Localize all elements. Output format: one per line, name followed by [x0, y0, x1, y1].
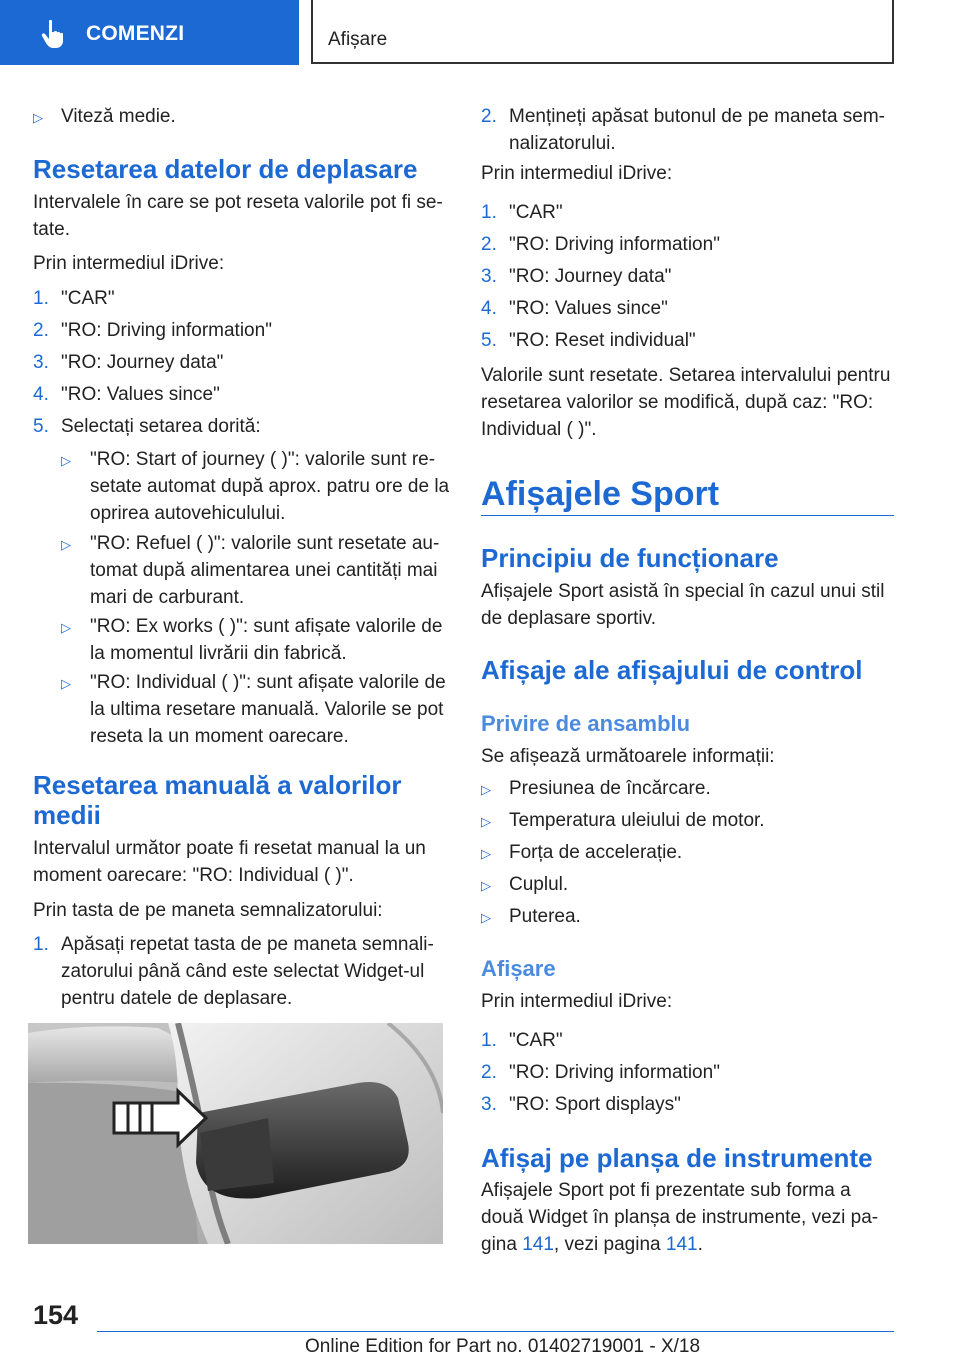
- paragraph-line: gina 141, vezi pagina 141.: [481, 1234, 703, 1255]
- heading-afisaje-control: Afișaje ale afișajului de control: [481, 655, 863, 685]
- sub-bullet-item: ▷ "RO: Refuel ( )": valorile sunt resetate au‐ tomat după alimentarea unei cantități mai mari de carburant.: [61, 533, 440, 608]
- list-item: 1. "CAR": [481, 202, 563, 223]
- paragraph-line: Individual ( )".: [481, 419, 597, 440]
- triangle-right-icon: ▷: [61, 537, 71, 552]
- footer-divider: [97, 1331, 894, 1332]
- paragraph-line: Prin intermediul iDrive:: [481, 163, 673, 184]
- paragraph-line: Prin intermediul iDrive:: [481, 991, 673, 1012]
- triangle-right-icon: ▷: [61, 676, 71, 691]
- paragraph-line: Afișajele Sport pot fi prezentate sub forma a: [481, 1180, 851, 1201]
- list-item: 3. "RO: Journey data": [481, 266, 672, 287]
- paragraph-line: Intervalele în care se pot reseta valorile pot fi se‐: [33, 192, 443, 213]
- paragraph-line: resetarea valorilor se modifică, după caz: "RO:: [481, 392, 874, 413]
- list-item: 2. Mențineți apăsat butonul de pe maneta sem‐ nalizatorului.: [481, 106, 886, 154]
- triangle-right-icon: ▷: [481, 814, 491, 829]
- page-number: 154: [33, 1300, 79, 1330]
- list-item: 2. "RO: Driving information": [33, 320, 272, 341]
- page-link-141[interactable]: 141: [522, 1234, 554, 1255]
- heading-privire: Privire de ansamblu: [481, 711, 691, 736]
- bullet-item: ▷ Temperatura uleiului de motor.: [481, 807, 765, 834]
- list-item: 3. "RO: Journey data": [33, 352, 224, 373]
- heading-afisare: Afișare: [481, 956, 556, 981]
- triangle-right-icon: ▷: [33, 110, 43, 125]
- triangle-right-icon: ▷: [61, 620, 71, 635]
- list-item: 2. "RO: Driving information": [481, 1062, 720, 1083]
- sub-bullet-item: ▷ "RO: Ex works ( )": sunt afișate valorile de la momentul livrării din fabrică.: [61, 616, 443, 664]
- list-item: 5. "RO: Reset individual": [481, 330, 696, 351]
- list-item: 5. Selectați setarea dorită:: [33, 416, 261, 437]
- page-section-title: Afișare: [328, 29, 388, 50]
- lever-illustration: [28, 1023, 443, 1244]
- heading-divider: [481, 515, 894, 516]
- bullet-item: ▷ Puterea.: [481, 903, 581, 930]
- section-tab-label: COMENZI: [86, 22, 185, 45]
- triangle-right-icon: ▷: [481, 782, 491, 797]
- sub-bullet-item: ▷ "RO: Individual ( )": sunt afișate valorile de la ultima resetare manuală. Valorile se pot reseta la un moment oarecare.: [61, 672, 446, 747]
- paragraph-line: moment oarecare: "RO: Individual ( )".: [33, 865, 354, 886]
- paragraph-line: Valorile sunt resetate. Setarea intervalului pentru: [481, 365, 891, 386]
- hand-pointer-icon: [40, 19, 68, 49]
- heading-principiu: Principiu de funcționare: [481, 543, 779, 573]
- list-item: 1. "CAR": [33, 288, 115, 309]
- heading-resetarea-datelor: Resetarea datelor de deplasare: [33, 154, 418, 184]
- paragraph-line: două Widget în planșa de instrumente, vezi pa‐: [481, 1207, 879, 1228]
- heading-resetarea-manuala-line2: medii: [33, 800, 101, 830]
- paragraph-line: tate.: [33, 219, 70, 240]
- triangle-right-icon: ▷: [481, 846, 491, 861]
- paragraph-line: Prin tasta de pe maneta semnalizatorului:: [33, 900, 383, 921]
- paragraph-line: Afișajele Sport asistă în special în cazul unui stil: [481, 581, 885, 602]
- paragraph-line: Intervalul următor poate fi resetat manual la un: [33, 838, 426, 859]
- turn-signal-lever-photo: [28, 1023, 443, 1244]
- list-item: 4. "RO: Values since": [481, 298, 668, 319]
- bullet-item: ▷ Presiunea de încărcare.: [481, 775, 711, 802]
- list-item: 1. "CAR": [481, 1030, 563, 1051]
- bullet-item: ▷ Viteză medie.: [33, 103, 443, 130]
- triangle-right-icon: ▷: [481, 878, 491, 893]
- heading-afisajele-sport: Afișajele Sport: [481, 475, 720, 513]
- triangle-right-icon: ▷: [61, 453, 71, 468]
- heading-resetarea-manuala-line1: Resetarea manuală a valorilor: [33, 770, 402, 800]
- list-item: 3. "RO: Sport displays": [481, 1094, 681, 1115]
- paragraph-line: Se afișează următoarele informații:: [481, 746, 775, 767]
- list-item: 1. Apăsați repetat tasta de pe maneta semnali‐ zatorului până când este selectat Widget-ul pentru datele de deplasare.: [33, 934, 434, 1009]
- bullet-item: ▷ Cuplul.: [481, 871, 568, 898]
- paragraph-line: de deplasare sportiv.: [481, 608, 656, 629]
- paragraph-line: Prin intermediul iDrive:: [33, 253, 225, 274]
- footer-edition-text: Online Edition for Part no. 01402719001 - X/18: [305, 1336, 701, 1357]
- heading-afisaj-plansa: Afișaj pe planșa de instrumente: [481, 1143, 873, 1173]
- bullet-item: ▷ Forța de accelerație.: [481, 839, 682, 866]
- page-link-141[interactable]: 141: [665, 1234, 698, 1255]
- section-tab: [0, 0, 299, 65]
- sub-bullet-item: ▷ "RO: Start of journey ( )": valorile sunt re‐ setate automat după aprox. patru ore de la oprirea autovehiculului.: [61, 449, 450, 524]
- list-item: 2. "RO: Driving information": [481, 234, 720, 255]
- triangle-right-icon: ▷: [481, 910, 491, 925]
- list-item: 4. "RO: Values since": [33, 384, 220, 405]
- header-title-box: [311, 0, 894, 64]
